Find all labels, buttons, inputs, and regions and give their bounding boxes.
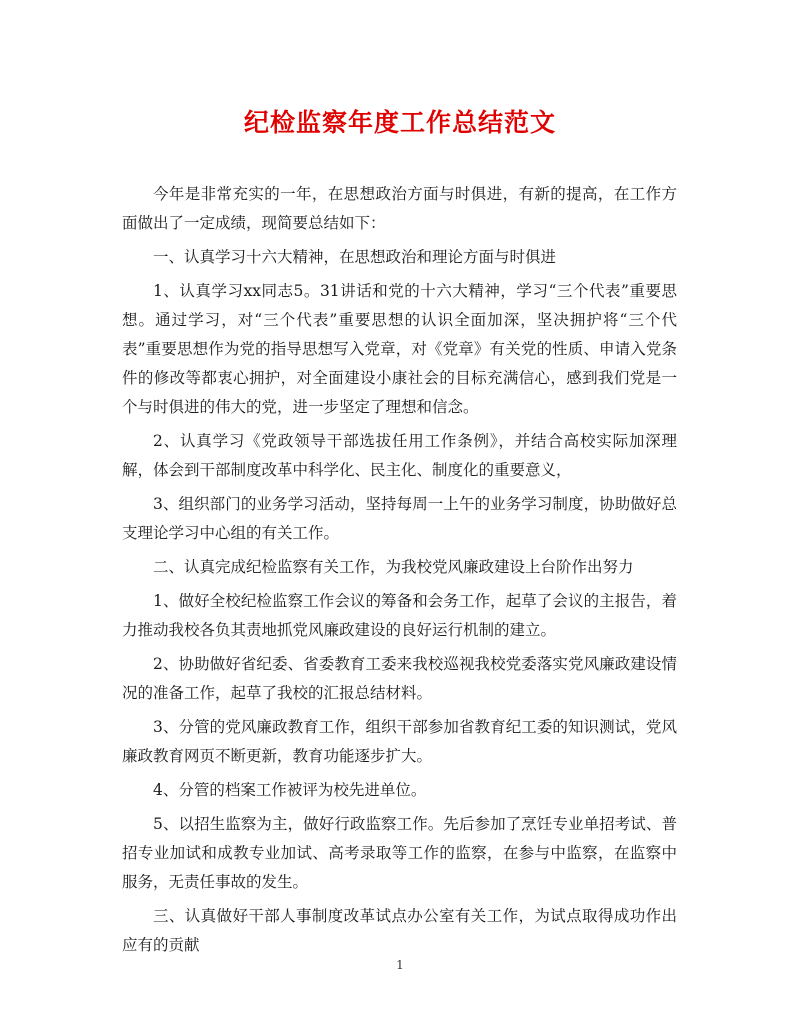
paragraph-1-3: 3、组织部门的业务学习活动，坚持每周一上午的业务学习制度，协助做好总支理论学习中心组的有关工作。: [122, 495, 677, 542]
document-title: 纪检监察年度工作总结范文: [243, 108, 556, 137]
section-heading-2: 二、认真完成纪检监察有关工作，为我校党风廉政建设上台阶作出努力: [153, 558, 634, 576]
paragraph-2-1: 1、做好全校纪检监察工作会议的筹备和会务工作，起草了会议的主报告，着力推动我校各负其责地抓党风廉政建设的良好运行机制的建立。: [122, 592, 677, 639]
paragraph-intro: 今年是非常充实的一年，在思想政治方面与时俱进，有新的提高，在工作方面做出了一定成绩，现简要总结如下：: [122, 185, 677, 232]
document-body: [122, 180, 677, 960]
page-number: 1: [396, 958, 404, 972]
section-heading-1: 一、认真学习十六大精神，在思想政治和理论方面与时俱进: [153, 248, 557, 266]
paragraph-2-2: 2、协助做好省纪委、省委教育工委来我校巡视我校党委落实党风廉政建设情况的准备工作，起草了我校的汇报总结材料。: [122, 655, 677, 702]
paragraph-1-1: 1、认真学习xx同志5。31讲话和党的十六大精神，学习“三个代表”重要思想。通过学习，对“三个代表”重要思想的认识全面加深，坚决拥护将“三个代表”重要思想作为党的指导思想写入党章，对《党章》有关党的性质、申请入党条件的修改等都衷心拥护，对全面建设小康社会的目标充满信心，感到我们党是一个与时俱进的伟大的党，进一步坚定了理想和信念。: [122, 282, 677, 416]
paragraph-2-4: 4、分管的档案工作被评为校先进单位。: [153, 781, 427, 799]
paragraph-2-3: 3、分管的党风廉政教育工作，组织干部参加省教育纪工委的知识测试，党风廉政教育网页不断更新，教育功能逐步扩大。: [122, 718, 677, 765]
paragraph-2-5: 5、以招生监察为主，做好行政监察工作。先后参加了烹饪专业单招考试、普招专业加试和成教专业加试、高考录取等工作的监察，在参与中监察，在监察中服务，无责任事故的发生。: [122, 815, 677, 891]
section-heading-3: 三、认真做好干部人事制度改革试点办公室有关工作，为试点取得成功作出应有的贡献: [122, 907, 677, 954]
paragraph-1-2: 2、认真学习《党政领导干部选拔任用工作条例》，并结合高校实际加深理解，体会到干部制度改革中科学化、民主化、制度化的重要意义，: [122, 432, 677, 479]
